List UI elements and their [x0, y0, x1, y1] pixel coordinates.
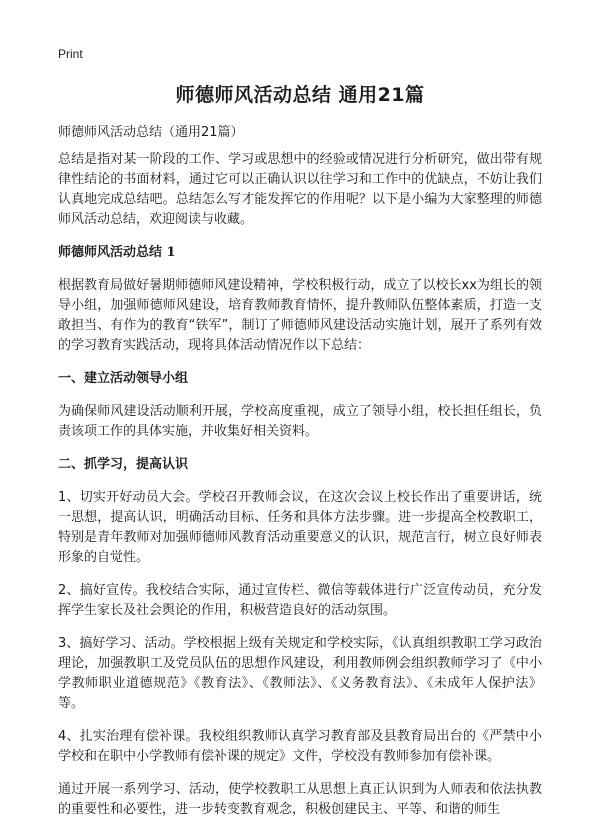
section-heading: 二、抓学习，提高认识	[58, 457, 189, 472]
section-heading: 师德师风活动总结 1	[58, 245, 176, 260]
document-title: 师德师风活动总结 通用21篇	[175, 84, 425, 106]
body-paragraph: 为确保师风建设活动顺利开展，学校高度重视，成立了领导小组，校长担任组长，负责该项工作的具体实施，并收集好相关资料。	[58, 404, 542, 439]
print-link[interactable]: Print	[58, 47, 83, 61]
body-paragraph: 通过开展一系列学习、活动，使学校教职工从思想上真正认识到为人师表和依法执教的重要性和必要性，进一步转变教育观念，积极创建民主、平等、和谐的师生	[58, 782, 542, 817]
intro-paragraph: 总结是指对某一阶段的工作、学习或思想中的经验或情况进行分析研究，做出带有规律性结论的书面材料，通过它可以正确认识以往学习和工作中的优缺点，不妨让我们认真地完成总结吧。总结怎么写才能发挥它的作用呢？以下是小编为大家整理的师德师风活动总结，欢迎阅读与收藏。	[58, 152, 542, 227]
body-paragraph: 2、搞好宣传。我校结合实际，通过宣传栏、微信等载体进行广泛宣传动员，充分发挥学生家长及社会舆论的作用，积极营造良好的活动氛围。	[58, 583, 542, 618]
document-subtitle: 师德师风活动总结（通用21篇）	[58, 125, 244, 140]
body-paragraph: 1、切实开好动员大会。学校召开教师会议，在这次会议上校长作出了重要讲话，统一思想，提高认识，明确活动目标、任务和具体方法步骤。进一步提高全校教职工，特别是青年教师对加强师德师风教育活动重要意义的认识，规范言行，树立良好师表形象的自觉性。	[58, 490, 542, 565]
body-paragraph: 根据教育局做好暑期师德师风建设精神，学校积极行动，成立了以校长xx为组长的领导小组，加强师德师风建设，培育教师教育情怀，提升教师队伍整体素质，打造一支敢担当、有作为的教育“铁军”，制订了师德师风建设活动实施计划，展开了系列有效的学习教育实践活动，现将具体活动情况作以下总结：	[58, 278, 542, 353]
body-paragraph: 3、搞好学习、活动。学校根据上级有关规定和学校实际，《认真组织教职工学习政治理论，加强教职工及党员队伍的思想作风建设，利用教师例会组织教师学习了《中小学教师职业道德规范》《教育法》、《教师法》、《义务教育法》、《未成年人保护法》等。	[58, 636, 542, 711]
body-paragraph: 4、扎实治理有偿补课。我校组织教师认真学习教育部及县教育局出台的《严禁中小学校和在职中小学教师有偿补课的规定》文件，学校没有教师参加有偿补课。	[58, 729, 542, 764]
section-heading: 一、建立活动领导小组	[58, 371, 189, 386]
document-body	[58, 150, 542, 833]
